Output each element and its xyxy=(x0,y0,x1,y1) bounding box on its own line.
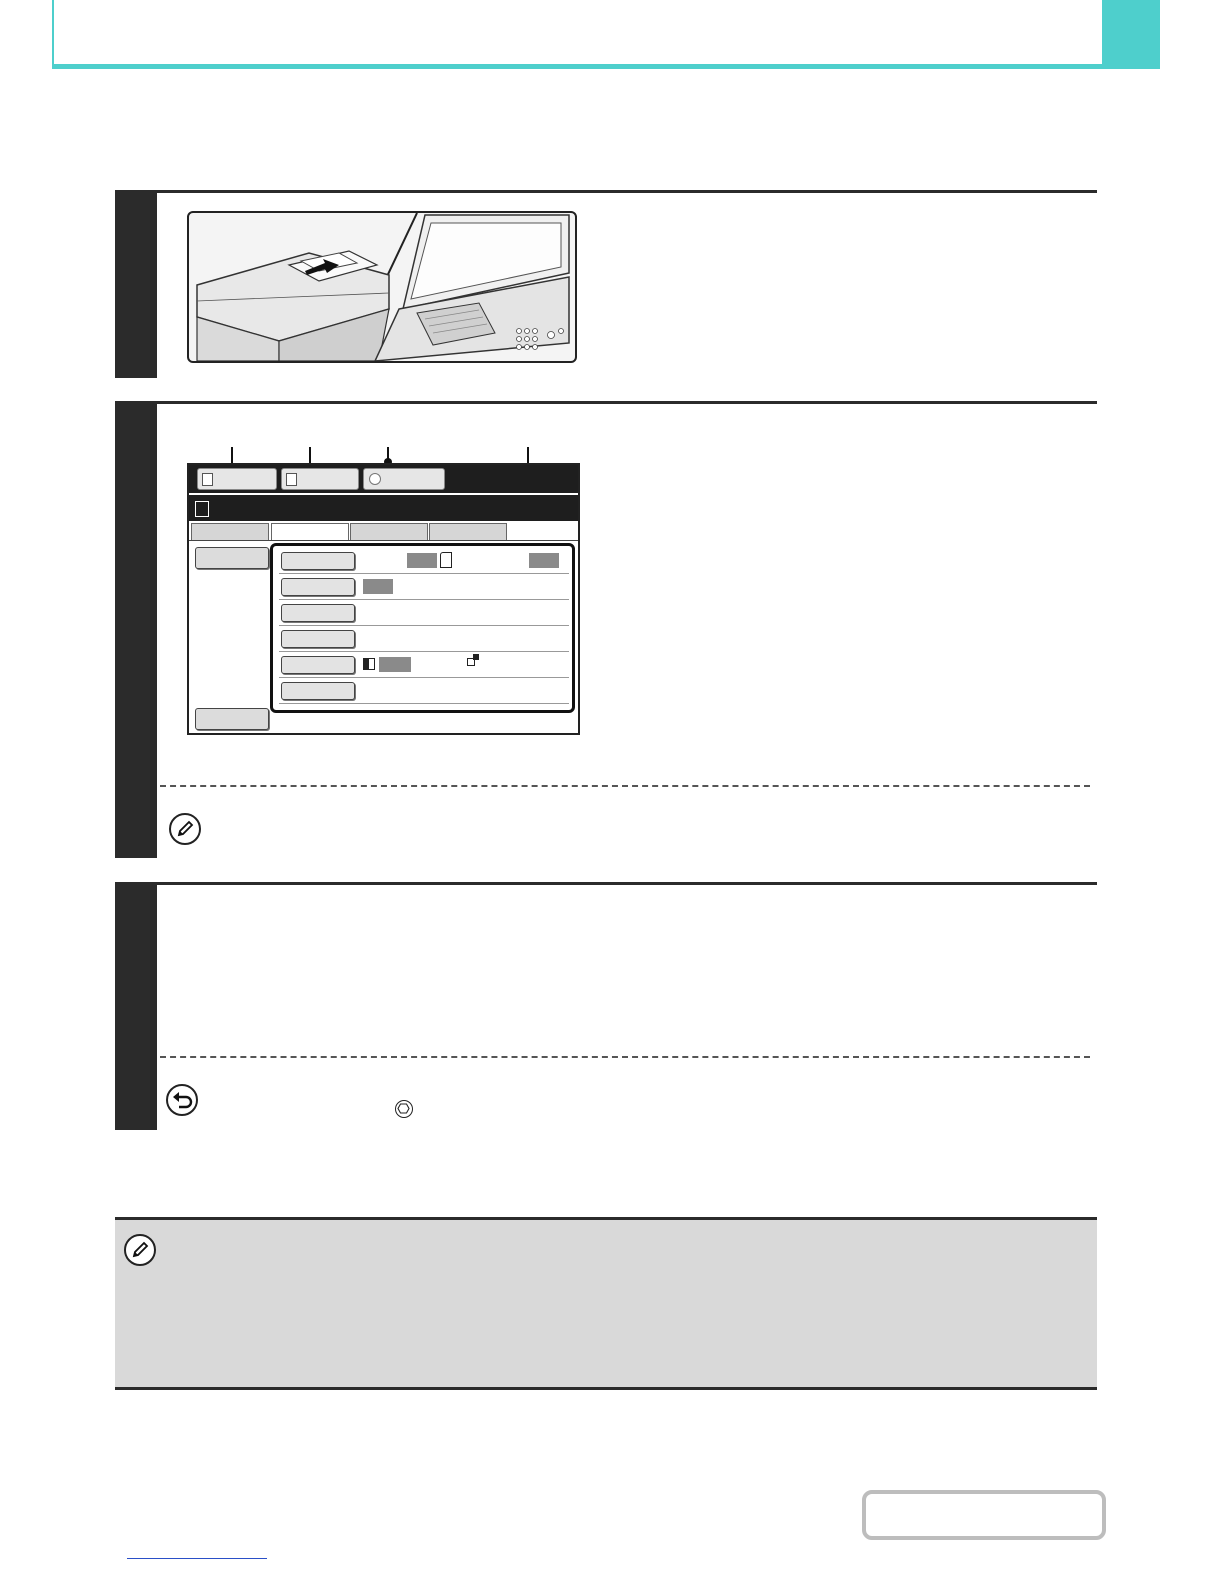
mode-icon-1 xyxy=(202,473,213,486)
step-1-number-bar xyxy=(115,190,157,378)
tab-1[interactable] xyxy=(191,523,269,541)
step-2-divider xyxy=(160,785,1090,787)
step-3-number-bar xyxy=(115,882,157,1130)
bottom-note-box xyxy=(115,1217,1097,1390)
scanner-drawing xyxy=(189,213,575,361)
original-placement-illustration xyxy=(187,211,577,363)
pencil-glyph xyxy=(126,1236,154,1264)
mode-button-1[interactable] xyxy=(197,468,277,490)
step-3-top-rule xyxy=(115,882,1097,885)
copy-mode-icon xyxy=(195,501,209,517)
side-button-top[interactable] xyxy=(195,547,269,569)
return-arrow-icon xyxy=(166,1084,198,1116)
stop-key-icon xyxy=(395,1100,413,1118)
header-accent-line xyxy=(52,0,54,66)
mode-icon-3 xyxy=(369,473,381,485)
tab-4[interactable] xyxy=(429,523,507,541)
pencil-note-icon xyxy=(124,1234,156,1266)
stop-key-glyph xyxy=(396,1101,411,1116)
step-2-top-rule xyxy=(115,401,1097,404)
tab-underline xyxy=(189,540,578,541)
pencil-note-icon xyxy=(169,813,201,845)
step-1-top-rule xyxy=(115,190,1097,193)
header-underline xyxy=(52,64,1160,69)
screen-title-bar xyxy=(189,495,578,521)
step-2-number-bar xyxy=(115,401,157,858)
mode-bar xyxy=(189,465,578,493)
header-chapter-tab[interactable] xyxy=(1102,0,1160,66)
contents-button[interactable] xyxy=(862,1490,1106,1540)
mode-button-3[interactable] xyxy=(363,468,445,490)
mode-button-2[interactable] xyxy=(281,468,359,490)
tab-2[interactable] xyxy=(271,523,349,541)
footer-link[interactable] xyxy=(127,1558,267,1559)
return-arrow-glyph xyxy=(168,1086,196,1114)
step-3-divider xyxy=(160,1056,1090,1058)
pencil-glyph xyxy=(171,815,199,843)
mode-icon-2 xyxy=(286,473,297,486)
side-button-bottom[interactable] xyxy=(195,708,269,730)
tab-3[interactable] xyxy=(350,523,428,541)
settings-highlight-frame xyxy=(270,543,575,713)
